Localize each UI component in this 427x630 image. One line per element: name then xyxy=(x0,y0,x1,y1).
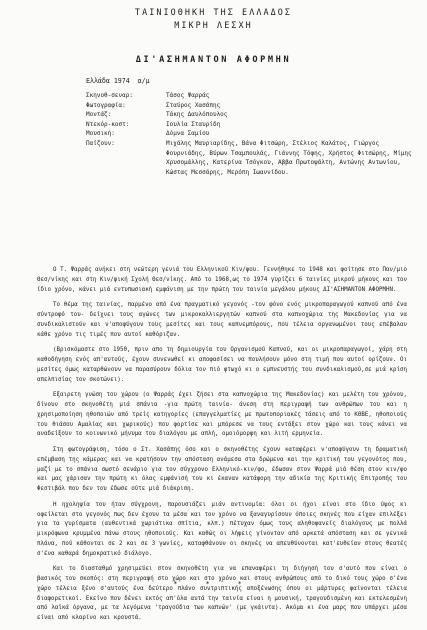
credit-value: Μιχάλης Μαυριαρίδης, Βάνα Φιτσώρη, Στέλιος Καλάτος, Γιώργος Φουρνιάδης, Βύρων Τσαμπουλάς, Γιάννης Τόφης, Χρήστος Φιτσώρης, Μίμης Χρυσομάλλης, Κατερίνα Τσόγκου, Αββα Πρωτοψάλτη, Αντώνης Αντωνίου, Κώστας Μεσσάρης, Μερόπη Ιωαννίδου. xyxy=(166,139,412,176)
credit-role: Μουσική: xyxy=(86,130,115,138)
credit-row xyxy=(86,129,422,139)
credit-value: Τάκης Δαυλόπουλος xyxy=(166,111,228,119)
paragraph: Το θέμα της ταινίας, παρμένο από ένα πραγματικό γεγονός -τον φόνο ενός μικροπαραγωγού καπνού από ένα σύντροφό του- δείχνει τους αγώνες των μικροκαλλιεργητών καπνού στα καπνοχώρια της Μακεδονίας για να συνδικαλιστούν και ν'αποφύγουν τους μεσίτες και τους καπνεμπόρους, που τέλεια οργανωμένοι τους επέβαλαν κάθε χρόνο τις τιμές που αυτοί καθόριζαν. xyxy=(37,302,407,338)
credit-row xyxy=(86,91,422,101)
year: 1974 xyxy=(113,77,130,85)
paragraph: Ο Τ. Ψαρράς ανήκει στη νεώτερη γενιά του Ελληνικού Κιν/φου. Γεννήθηκε το 1948 και φοίτησε στο Παν/μιο Θεσ/νίκης και στη Κιν/φική Σχολή Θεσ/νίκης. Από το 1968,ως το 1974 γυρίζει 6 ταινίες μικρού μήκους και τον ίδιο χρόνο, κάνει μιά εντυπωσιακή εμφάνιση με την πρώτη του ταινία μεγάλου μήκους ΔΙ'ΑΣΗΜΑΝΤΟΝ ΑΦΟΡΜΗΝ. xyxy=(37,267,407,293)
section-end-stars: * * * xyxy=(173,580,254,588)
credit-value: Τάσος Ψαρράς xyxy=(166,92,210,99)
credit-value: Δόμνα Σαμίου xyxy=(166,130,210,138)
paragraph: Στη φωτογράφιση, τόσο ο Στ. Χασάπης όσο και ο σκηνοθέτης έχουν καταφέρει ν'αποφύγουν τη δραματική επέμβαση της κάμερας και να κρατήσουν την απόσταση ανάμεσα στα δρώμενα και την κριτική του γεγονότος που, μαζί με το σπάνια σωστό σενάριο για τον σύγχρονο Ελληνικό-κιν/φο, έδωσαν στον Ψαρρά μιά θέση στον κιν/φο και μας χάρισαν την πρώτη κι όλας εμφάνισή του κι έκαναν κατάφορη την αδικία της Κριτικής Επιτροπής του Φεστιβάλ που δεν του έδωσε ούτε μιά διάκριση. xyxy=(37,447,407,492)
article-body xyxy=(37,266,407,630)
credit-role: Σκηνοθ-σεναρ: xyxy=(86,92,133,99)
club-heading: ΜΙΚΡΗ ΛΕΣΧΗ xyxy=(174,20,253,30)
credit-role: Μοντάζ: xyxy=(86,111,112,119)
credit-value: Ιουλία Σταυρίδη xyxy=(166,120,221,128)
film-meta xyxy=(86,77,150,85)
format: α/μ xyxy=(137,77,150,85)
paragraph: (Βρισκόμαστε στο 1950, πριν απο τη δημιουργία του Οργανισμού Καπνού, και οι μικροπαραγωγοί, χάρη στη καθοδήγηση ενός απ'αυτούς, έχουν συνενωθεί κι αποφασίσει να πουλήσουν μόνο στη τιμή που αυτοί ορίζουν. Οι μεσίτες όμως καταρθώνουν να παρασύρουν δόλια τον πιό φτωχό κι ο εμπνευστής του συνδικαλισμού,σε μιά κρίση απελπισίας τον σκοτώνει). xyxy=(37,347,407,383)
paragraph: Και το διασταθμό χρησιμεύει στον σκηνοθέτη για να επαναφέρει τη διήγησή του σ'αυτό που είναι ο βασικός του σκοπός: στη περιγραφή στο χώρο και στο χρόνο και στους ανθρώπους από το δικό τους χώρο σ'ένα χώρο τέλεια ξένο σ'αυτούς ένα δεύτερο πλάνο συντριπτικής αποξένωσης όπου οι μάρτυρες φαίνονται τέλεια διαφορετικοί. Εκείνο που δένει εκτός απ'όλα αυτά την ταινία είναι η μουσική, τραγουδισμένη και εκτελεσμένη από λαϊκά όργανα, με τα λεγόμενα 'τραγούδια των καπνών' (με γκάιντα). Ακόμα κι ένα μαρς που υπάρχει μέσα είναι από κλαρίνο και κρουστά. xyxy=(37,566,407,621)
credit-role: Παίζουν: xyxy=(86,139,115,147)
credit-row xyxy=(86,139,422,177)
credit-role: Ντεκόρ-κοστ: xyxy=(86,120,130,128)
credit-row xyxy=(86,101,422,111)
credit-row xyxy=(86,110,422,120)
paragraph: Εξαιρετη γνώση του χώρου (ο Ψαρράς έχει ζήσει στα καπνοχώρια της Μακεδονίας) και μελέτη του χρόνου, δίνουν στο σκηνοθέτη μιά σπάνια -για πρώτη ταινία- άνεση στη περιγραφή των ανθρώπων του και η χρησιμοποίηση ηθοποιών από τρείς κατηγορίες (επαγγελματίες με πρωτοποριακές τάσεις από το ΚΘΒΕ, ηθοποιούς του θιάσου Αμαλίας και χωρικούς) που φορτίσε και μπόρεσε να τους εντάξει στον χώρο και τους κάνει να αναδείξουν το κοινωνικό μήνυμα του διαλόγου με απλή, ομοιόμορφη και λιτή ερμηνεία. xyxy=(37,392,407,438)
film-title: ΔΙ'ΑΣΗΜΑΝΤΟΝ ΑΦΟΡΜΗΝ xyxy=(135,55,292,65)
country: Ελλάδα xyxy=(86,77,110,85)
institution-heading: ΤΑΙΝΙΟΘΗΚΗ ΤΗΣ ΕΛΛΑΔΟΣ xyxy=(134,7,293,17)
credit-row xyxy=(86,120,422,130)
credits-list xyxy=(86,91,422,177)
credit-role: Φωτογραφία: xyxy=(86,101,126,109)
credit-value: Σταύρος Χασάπης xyxy=(166,101,221,109)
paragraph: Η ηχοληψία του ήταν σύγχρονη, παρουσιάζει μιάν αντινομία: όλοι οι ήχοι είναι στο ίδιο ύψος κι οφείλεται στο γεγονός πως δεν έχουν τα μέσα και τον χρόνο να ξαναγυρίσουν όποιες σκηνές που είχαν επιλέξει για τα γυρίσματα (αυθεντικά χωριάτικα σπίτια, κλπ.) πέτυχαν όμως τους αληθοφανείς διαλόγους με πολλά μικρόφωνα κρυμμένα πάνω στους ηθοποιούς. Και καθώς οι λήψεις γίνονταν από αρκετά απόσταση και σε γενικά πλάνα, πού κάθονται σε 2 και σε 3 γωνίες, καταφθάνουν οι σκηνές να απευθύνονται κατ'ευθείαν στους θεατές σ'ένα καθαρά δημοκρατικό διάλογο. xyxy=(37,501,407,557)
